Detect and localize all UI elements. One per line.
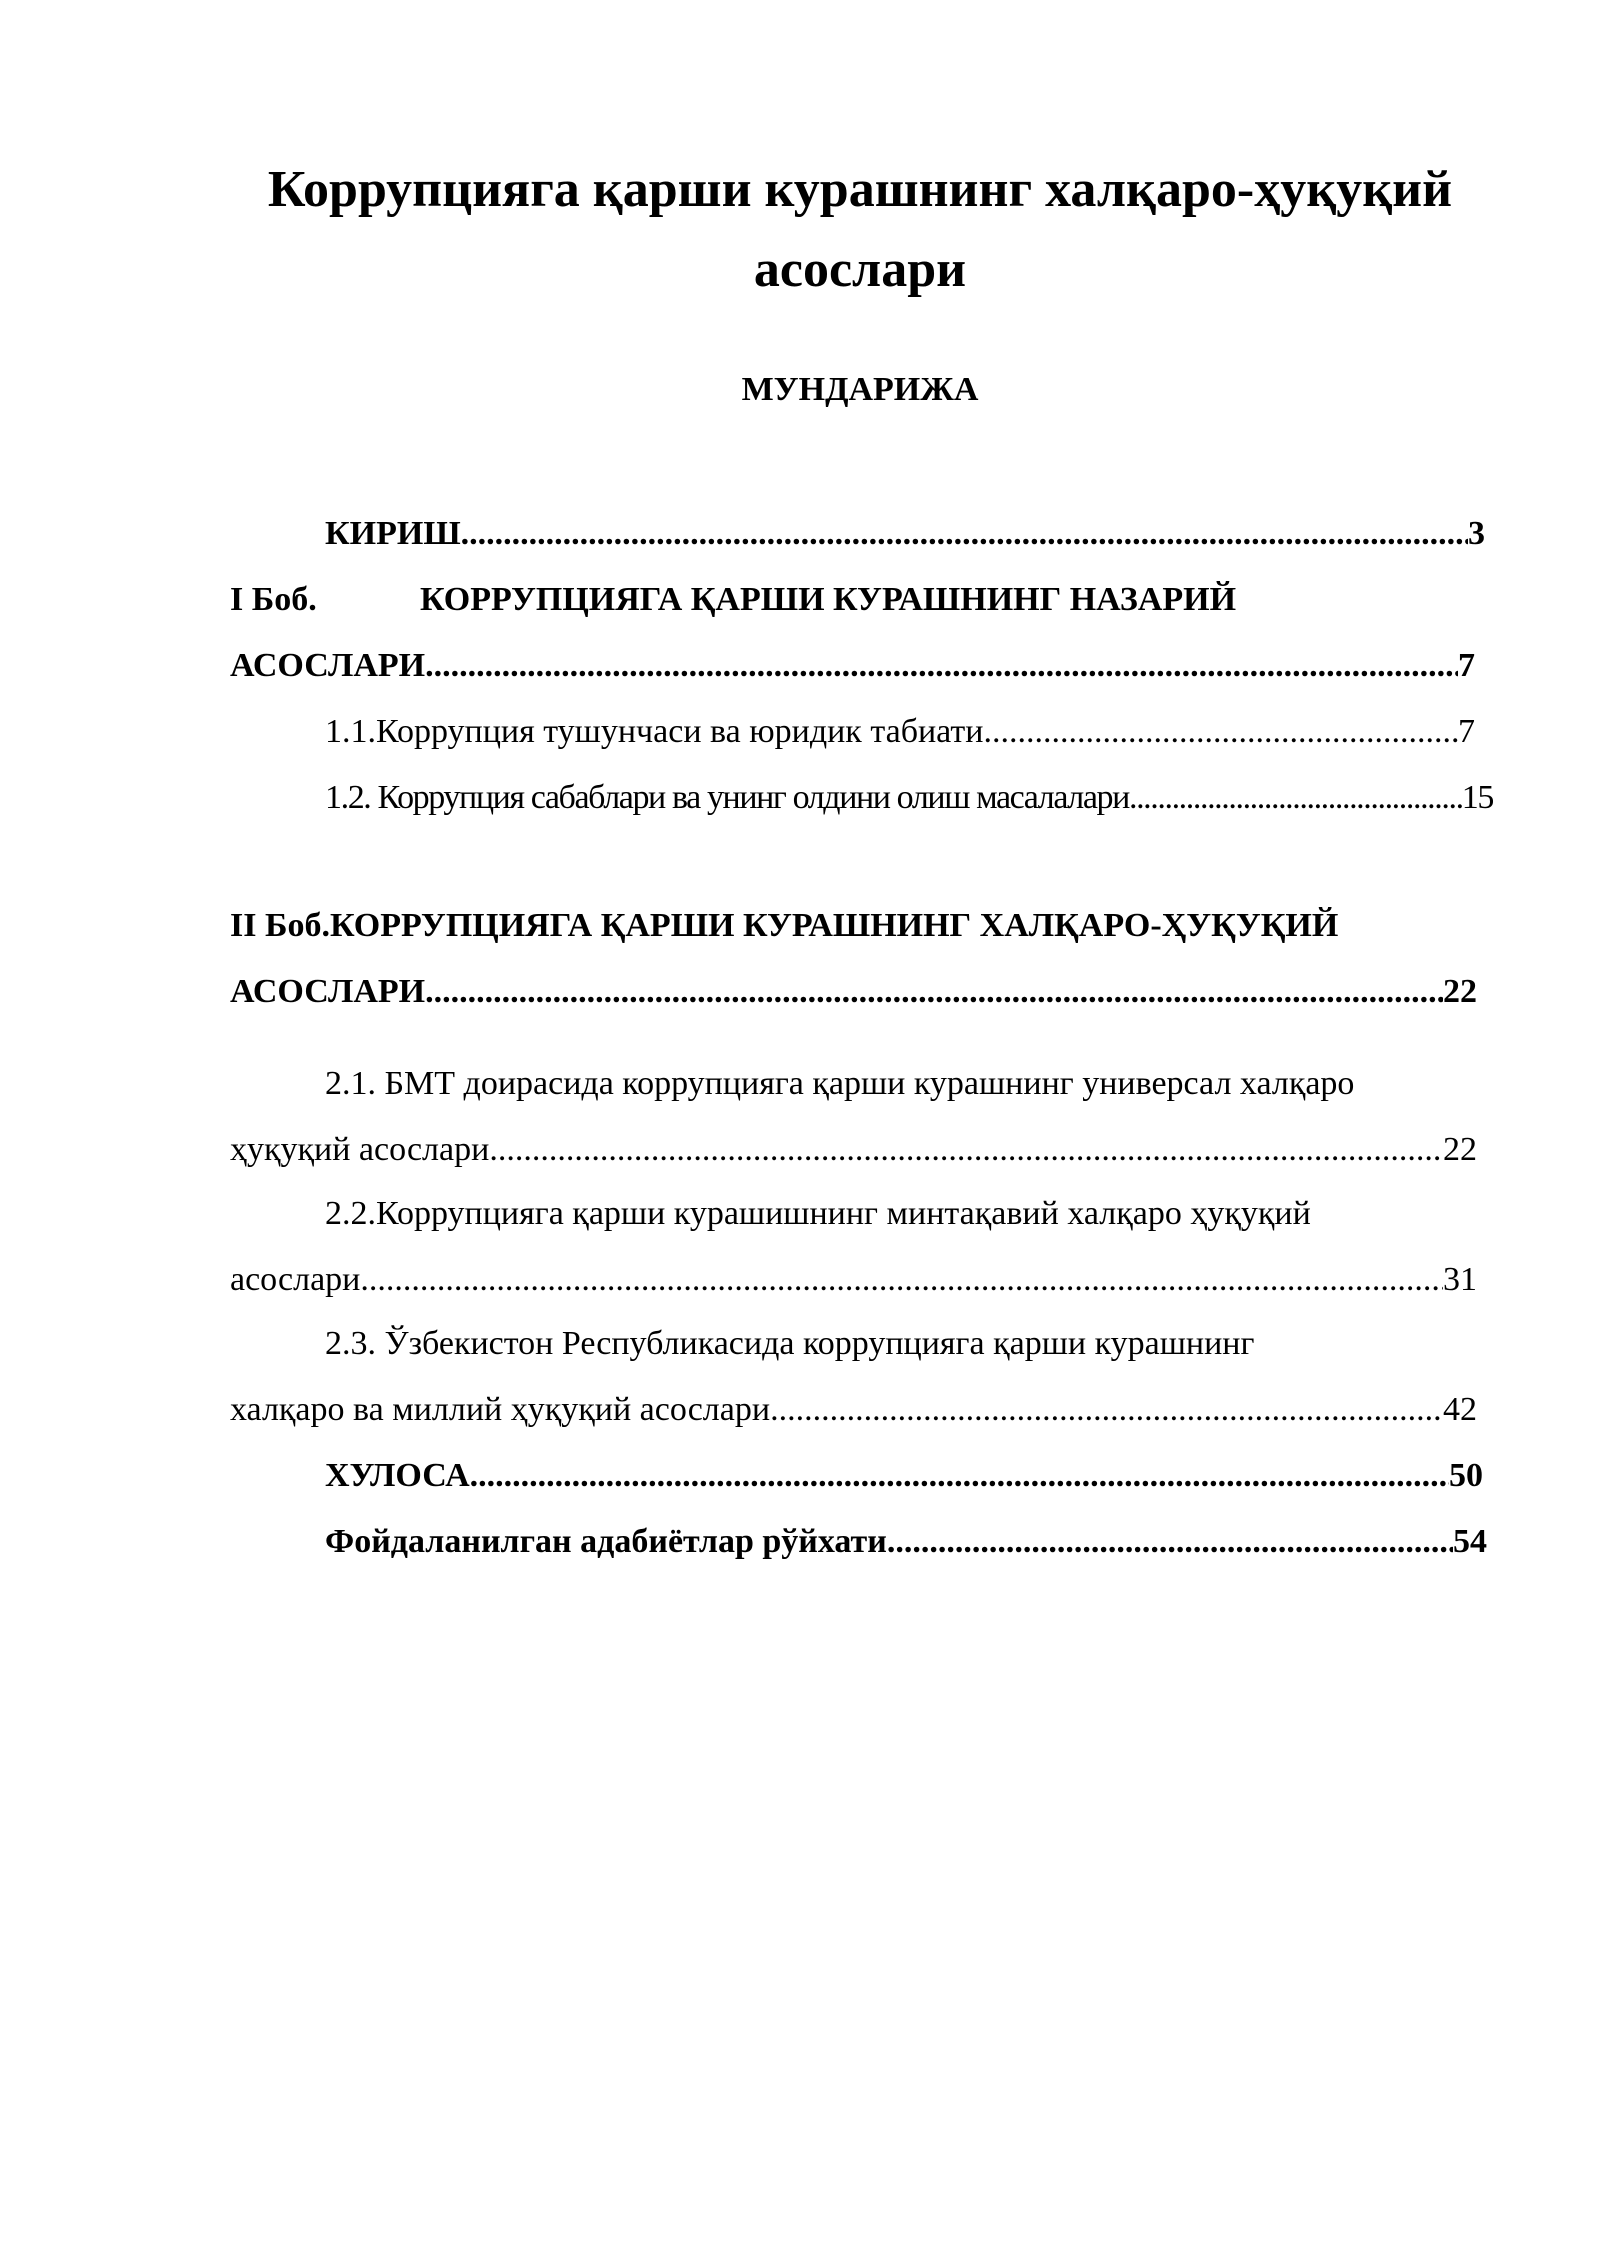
chapter1-page: 7 (1458, 647, 1475, 684)
toc-leader-dots (461, 508, 1468, 560)
toc-entry-1-2-page: 15 (1461, 779, 1493, 816)
toc-entry-2-2-page: 31 (1443, 1261, 1477, 1298)
toc-leader-dots (489, 1124, 1443, 1176)
toc-leader-dots (887, 1516, 1453, 1568)
toc-entry-conclusion-title: ХУЛОСА (325, 1457, 470, 1494)
toc-leader-dots (770, 1384, 1443, 1436)
toc-entry-2-2-line1: 2.2.Коррупцияга қарши курашишнинг минтақавий халқаро ҳуқуқий (325, 1195, 1311, 1232)
document-title-line2: асослари (753, 241, 967, 298)
toc-entry-chapter1[interactable] (230, 574, 1236, 626)
toc-entry-2-2-cont[interactable] (230, 1254, 1477, 1306)
toc-entry-2-2[interactable] (325, 1188, 1311, 1240)
toc-entry-chapter2[interactable] (230, 900, 1338, 952)
toc-entry-references-page: 54 (1453, 1523, 1487, 1560)
toc-heading: МУНДАРИЖА (741, 371, 979, 408)
toc-entry-2-3-page: 42 (1443, 1391, 1477, 1428)
toc-entry-2-1-line2: ҳуқуқий асослари (230, 1131, 490, 1168)
toc-leader-dots (360, 1254, 1443, 1306)
toc-entry-2-1-cont[interactable] (230, 1124, 1477, 1176)
toc-entry-2-3[interactable] (325, 1318, 1254, 1370)
document-title (150, 150, 1570, 310)
toc-entry-chapter1-cont[interactable] (230, 640, 1475, 692)
toc-entry-conclusion[interactable] (325, 1450, 1483, 1502)
toc-entry-intro[interactable] (325, 508, 1485, 560)
toc-entry-2-1-page: 22 (1443, 1131, 1477, 1168)
toc-entry-2-3-line2: халқаро ва миллий ҳуқуқий асослари (230, 1391, 771, 1428)
toc-entry-2-3-cont[interactable] (230, 1384, 1477, 1436)
toc-entry-2-1-line1: 2.1. БМТ доирасида коррупцияга қарши курашнинг универсал халқаро (325, 1065, 1355, 1102)
toc-entry-intro-page: 3 (1468, 515, 1485, 552)
toc-entry-intro-title: КИРИШ (325, 515, 461, 552)
toc-entry-1-1[interactable] (325, 706, 1475, 758)
toc-leader-dots (470, 1450, 1449, 1502)
toc-leader-dots (983, 706, 1458, 758)
toc-entry-conclusion-page: 50 (1449, 1457, 1483, 1494)
chapter2-page: 22 (1443, 973, 1477, 1010)
toc-entry-2-1[interactable] (325, 1058, 1354, 1110)
toc-leader-dots (425, 966, 1443, 1018)
toc-entry-1-2-title: 1.2. Коррупция сабаблари ва унинг олдини олиш масалалари (325, 779, 1129, 816)
toc-entry-1-2[interactable] (325, 772, 1493, 824)
toc-entry-2-3-line1: 2.3. Ўзбекистон Республикасида коррупцияга қарши курашнинг (325, 1325, 1255, 1362)
chapter2-title-line2: АСОСЛАРИ (230, 973, 426, 1010)
chapter2-title-line1: II Боб.КОРРУПЦИЯГА ҚАРШИ КУРАШНИНГ ХАЛҚАРО-ҲУҚУҚИЙ (230, 907, 1339, 944)
toc-entry-2-2-line2: асослари (230, 1261, 361, 1298)
document-title-line1: Коррупцияга қарши курашнинг халқаро-ҳуқуқий (267, 161, 1453, 218)
toc-entry-1-1-page: 7 (1458, 713, 1475, 750)
chapter1-title-line1: КОРРУПЦИЯГА ҚАРШИ КУРАШНИНГ НАЗАРИЙ (420, 581, 1237, 618)
toc-entry-chapter2-cont[interactable] (230, 966, 1477, 1018)
chapter1-title-line2: АСОСЛАРИ (230, 647, 426, 684)
toc-leader-dots (1129, 772, 1462, 824)
toc-entry-references-title: Фойдаланилган адабиётлар рўйхати (325, 1523, 887, 1560)
toc-leader-dots (425, 640, 1458, 692)
chapter1-label: I Боб. (230, 581, 317, 618)
toc-entry-references[interactable] (325, 1516, 1487, 1568)
toc-entry-1-1-title: 1.1.Коррупция тушунчаси ва юридик табиати (325, 713, 984, 750)
